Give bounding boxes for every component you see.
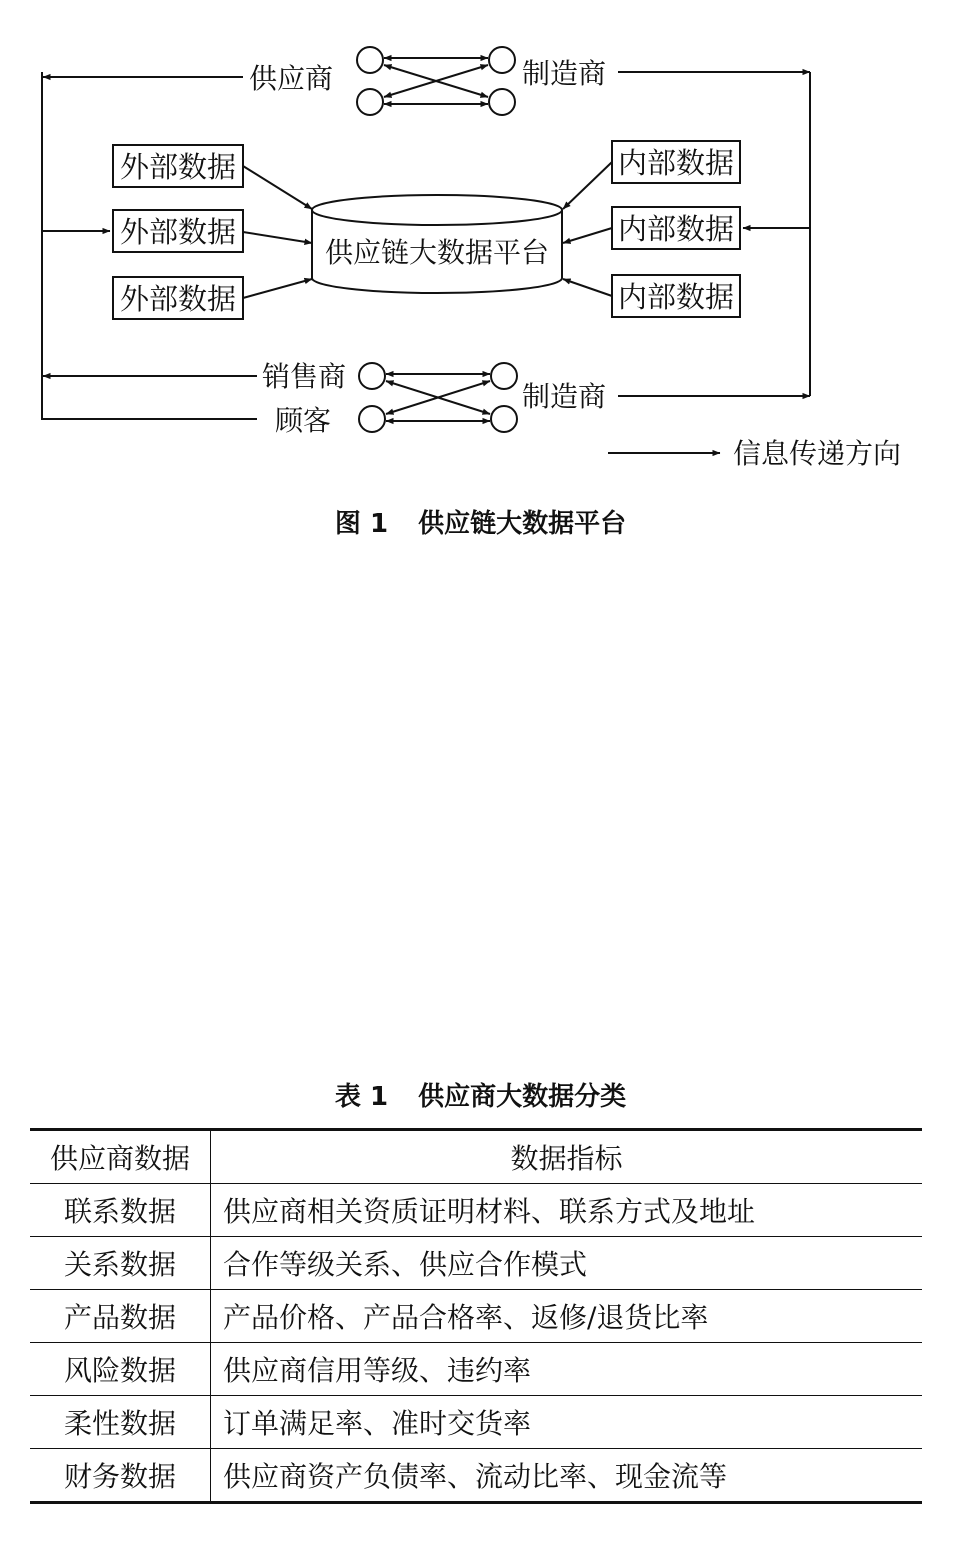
table-row bbox=[30, 1237, 922, 1290]
external-data-box-3: 外部数据 bbox=[119, 282, 237, 316]
table-row bbox=[30, 1396, 922, 1449]
distributor-label: 销售商 bbox=[262, 360, 347, 393]
internal-data-box-3: 内部数据 bbox=[617, 280, 735, 314]
external-data-box-2: 外部数据 bbox=[119, 215, 237, 249]
figure-caption-title: 供应链大数据平台 bbox=[418, 509, 627, 539]
manufacturer-bottom-label: 制造商 bbox=[522, 380, 607, 413]
header-supplier-data: 供应商数据 bbox=[30, 1130, 211, 1184]
table-header-row bbox=[30, 1130, 922, 1184]
platform-label: 供应链大数据平台 bbox=[324, 236, 550, 269]
supplier-label: 供应商 bbox=[249, 62, 334, 95]
customer-label: 顾客 bbox=[275, 404, 332, 437]
row-indicators: 供应商资产负债率、流动比率、现金流等 bbox=[223, 1460, 728, 1493]
internal-data-box-2: 内部数据 bbox=[617, 212, 735, 246]
header-data-indicators: 数据指标 bbox=[510, 1142, 623, 1175]
supplier-data-table bbox=[30, 1128, 922, 1504]
manufacturer-top-label: 制造商 bbox=[522, 57, 607, 90]
legend-label: 信息传递方向 bbox=[733, 437, 902, 470]
row-category: 财务数据 bbox=[30, 1449, 211, 1503]
table-row bbox=[30, 1343, 922, 1396]
table-caption-number: 表 1 bbox=[334, 1082, 389, 1112]
row-indicators: 合作等级关系、供应合作模式 bbox=[223, 1248, 588, 1281]
row-category: 柔性数据 bbox=[30, 1396, 211, 1449]
figure-caption bbox=[0, 503, 961, 540]
table-caption-title: 供应商大数据分类 bbox=[418, 1082, 627, 1112]
internal-data-box-1: 内部数据 bbox=[617, 146, 735, 180]
row-category: 风险数据 bbox=[30, 1343, 211, 1396]
table-row bbox=[30, 1184, 922, 1237]
row-category: 关系数据 bbox=[30, 1237, 211, 1290]
row-indicators: 供应商相关资质证明材料、联系方式及地址 bbox=[223, 1195, 756, 1228]
supply-chain-big-data-diagram bbox=[0, 0, 961, 500]
figure-caption-number: 图 1 bbox=[334, 509, 389, 539]
row-indicators: 订单满足率、准时交货率 bbox=[223, 1407, 532, 1440]
row-category: 联系数据 bbox=[30, 1184, 211, 1237]
row-category: 产品数据 bbox=[30, 1290, 211, 1343]
row-indicators: 供应商信用等级、违约率 bbox=[223, 1354, 532, 1387]
external-data-box-1: 外部数据 bbox=[119, 150, 237, 184]
table-caption bbox=[0, 1076, 961, 1113]
table-row bbox=[30, 1290, 922, 1343]
table-row bbox=[30, 1449, 922, 1503]
row-indicators: 产品价格、产品合格率、返修/退货比率 bbox=[223, 1301, 709, 1334]
